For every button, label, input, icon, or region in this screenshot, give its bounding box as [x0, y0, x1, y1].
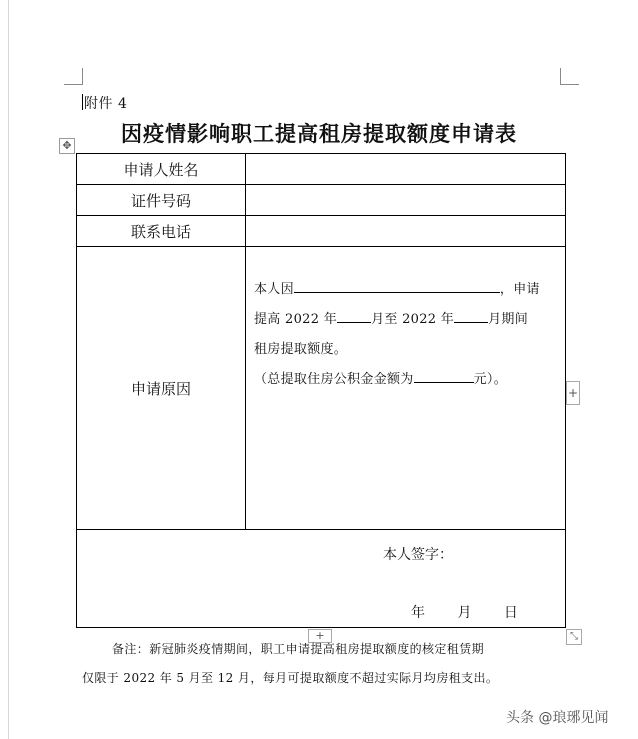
- text-cursor: [82, 94, 83, 110]
- reason-line-3: 租房提取额度。: [254, 342, 348, 357]
- reason-blank[interactable]: [294, 278, 500, 293]
- reason-line-4: [254, 365, 559, 395]
- id-number-label: 证件号码: [77, 185, 246, 216]
- reason-line4-prefix: （总提取住房公积金金额为: [254, 372, 414, 387]
- add-column-icon[interactable]: +: [566, 381, 580, 405]
- start-month-blank[interactable]: [337, 308, 371, 323]
- crop-mark-top-right: [560, 68, 579, 85]
- phone-label: 联系电话: [77, 216, 246, 247]
- phone-field[interactable]: [246, 216, 566, 247]
- applicant-name-label: 申请人姓名: [77, 154, 246, 185]
- page-edge: [8, 0, 9, 739]
- application-form-table: [76, 153, 566, 628]
- reason-field[interactable]: [246, 247, 566, 530]
- crop-mark-top-left: [64, 68, 83, 85]
- table-row-signature: [77, 530, 566, 628]
- reason-label: 申请原因: [77, 247, 246, 530]
- table-row-phone: [77, 216, 566, 247]
- reason-line2-mid: 月至 2022 年: [371, 312, 455, 327]
- attachment-label: 附件 4: [84, 96, 128, 112]
- reason-line-2: [254, 305, 559, 335]
- amount-blank[interactable]: [414, 368, 474, 383]
- reason-line4-suffix: 元）。: [473, 372, 508, 387]
- date-label: 年 月 日: [411, 605, 518, 621]
- document-title[interactable]: 因疫情影响职工提高租房提取额度申请表: [121, 121, 517, 146]
- applicant-name-field[interactable]: [246, 154, 566, 185]
- table-row-reason: [77, 247, 566, 530]
- end-month-blank[interactable]: [454, 308, 488, 323]
- reason-line-1: [254, 275, 559, 305]
- table-row-applicant-name: [77, 154, 566, 185]
- add-row-icon[interactable]: +: [308, 629, 332, 643]
- reason-line2-prefix: 提高 2022 年: [254, 312, 338, 327]
- signature-cell[interactable]: [77, 530, 566, 628]
- reason-text: [246, 247, 565, 395]
- table-row-id-number: [77, 185, 566, 216]
- note-line-2: 仅限于 2022 年 5 月至 12 月，每月可提取额度不超过实际月均房租支出。: [82, 671, 499, 685]
- reason-line1-prefix: 本人因: [254, 282, 294, 297]
- table-move-handle-icon[interactable]: ✥: [59, 138, 75, 154]
- id-number-field[interactable]: [246, 185, 566, 216]
- signature-label: 本人签字：: [383, 547, 453, 563]
- table-resize-icon[interactable]: ⤡: [566, 629, 582, 645]
- reason-line1-suffix: ，申请: [499, 282, 540, 297]
- note-line-1: 备注：新冠肺炎疫情期间，职工申请提高租房提取额度的核定租赁期: [112, 642, 485, 656]
- reason-line2-suffix: 月期间: [488, 312, 529, 327]
- watermark: 头条 @琅琊见闻: [506, 710, 609, 726]
